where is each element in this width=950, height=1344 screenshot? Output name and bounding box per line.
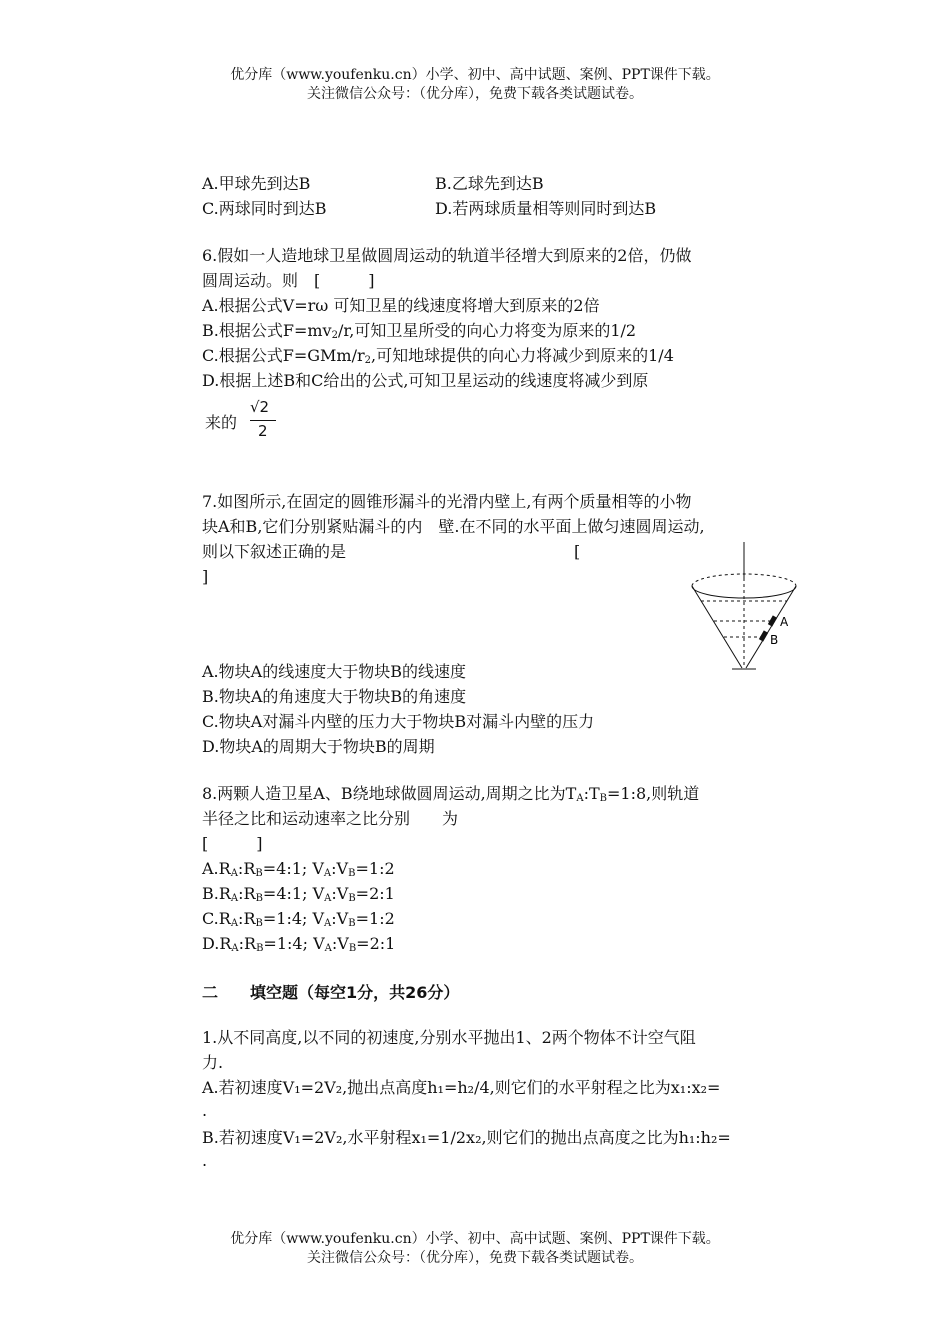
label-a: A (780, 615, 789, 629)
header-line-1: 优分库（www.youfenku.cn）小学、初中、高中试题、案例、PPT课件下载。 (230, 67, 720, 83)
fill1-part-b-blank: . (202, 1151, 208, 1170)
q7-bracket-open: [ (574, 542, 581, 561)
fill1-part-a: A.若初速度V₁=2V₂,抛出点高度h₁=h₂/4,则它们的水平射程之比为x₁:x₂= (202, 1078, 721, 1097)
fill1-part-b: B.若初速度V₁=2V₂,水平射程x₁=1/2x₂,则它们的抛出点高度之比为h₁:h₂= (202, 1128, 731, 1147)
footer-line-2: 关注微信公众号：（优分库），免费下载各类试题试卷。 (307, 1250, 643, 1266)
q7-bracket-close: ] (202, 567, 209, 586)
q5-option-d: D.若两球质量相等则同时到达B (435, 199, 657, 218)
block-b (759, 630, 768, 641)
section-heading (202, 980, 459, 1003)
footer-line-1: 优分库（www.youfenku.cn）小学、初中、高中试题、案例、PPT课件下载。 (230, 1231, 720, 1247)
fill1-stem-line-2: 力. (202, 1053, 224, 1072)
page-header (0, 66, 950, 104)
q5-option-b: B.乙球先到达B (435, 174, 544, 193)
q5-option-c: C.两球同时到达B (202, 199, 327, 218)
fraction-denominator: 2 (258, 422, 268, 440)
q8-bracket: [ ] (202, 834, 263, 853)
q7-stem-line-1: 7.如图所示,在固定的圆锥形漏斗的光滑内壁上,有两个质量相等的小物 (202, 492, 692, 511)
q6-option-c: C.根据公式$F=GMm/r_2$,可知地球提供的向心力将减少到原来的1/4 (202, 346, 674, 366)
q8-option-d: $D.R_A:R_B=1:4$; $V_A:V_B=2:1$ (202, 934, 396, 954)
q6-option-d: D.根据上述B和C给出的公式,可知卫星运动的线速度将减少到原 (202, 371, 649, 390)
q6-option-a: A.根据公式V=rω 可知卫星的线速度将增大到原来的2倍 (202, 296, 600, 315)
fill1-part-a-blank: . (202, 1101, 208, 1120)
q8-stem-line-2: 半径之比和运动速率之比分别 为 (202, 809, 459, 828)
fraction-bar (250, 420, 276, 421)
q8-option-b: $B.R_A:R_B=4:1$; $V_A:V_B=2:1$ (202, 884, 395, 904)
q6-stem-line-2: 圆周运动。则 [ ] (202, 271, 375, 290)
page-footer (0, 1230, 950, 1268)
fraction-numerator: √2 (250, 398, 270, 416)
q6-option-b: B.根据公式$F=mv_2/r$,可知卫星所受的向心力将变为原来的1/2 (202, 321, 637, 341)
q7-option-d: D.物块A的周期大于物块B的周期 (202, 737, 435, 756)
q7-option-b: B.物块A的角速度大于物块B的角速度 (202, 687, 467, 706)
label-b: B (770, 633, 779, 647)
q8-stem-line-1: 8.两颗人造卫星A、B绕地球做圆周运动,周期之比为$T_A:T_B=1:8$,则轨道 (202, 784, 700, 804)
section-number: 二 (202, 983, 219, 1002)
q7-option-c: C.物块A对漏斗内壁的压力大于物块B对漏斗内壁的压力 (202, 712, 595, 731)
funnel-diagram (684, 542, 804, 674)
q8-option-c: $C.R_A:R_B=1:4$; $V_A:V_B=1:2$ (202, 909, 395, 929)
q7-stem-line-2: 块A和B,它们分别紧贴漏斗的内 壁.在不同的水平面上做匀速圆周运动, (202, 517, 705, 536)
header-line-2: 关注微信公众号：（优分库），免费下载各类试题试卷。 (307, 86, 643, 102)
q6-stem-line-1: 6.假如一人造地球卫星做圆周运动的轨道半径增大到原来的2倍，仍做 (202, 246, 692, 265)
q8-option-a: $A.R_A:R_B=4:1$; $V_A:V_B=1:2$ (202, 859, 395, 879)
section-title: 填空题（每空1分，共26分） (250, 983, 460, 1002)
q5-option-a: A.甲球先到达B (202, 174, 311, 193)
q7-stem-line-3: 则以下叙述正确的是 (202, 542, 347, 561)
q7-option-a: A.物块A的线速度大于物块B的线速度 (202, 662, 466, 681)
fraction-label: 来的 (205, 413, 238, 432)
fill1-stem-line-1: 1.从不同高度,以不同的初速度,分别水平抛出1、2两个物体不计空气阻 (202, 1028, 696, 1047)
